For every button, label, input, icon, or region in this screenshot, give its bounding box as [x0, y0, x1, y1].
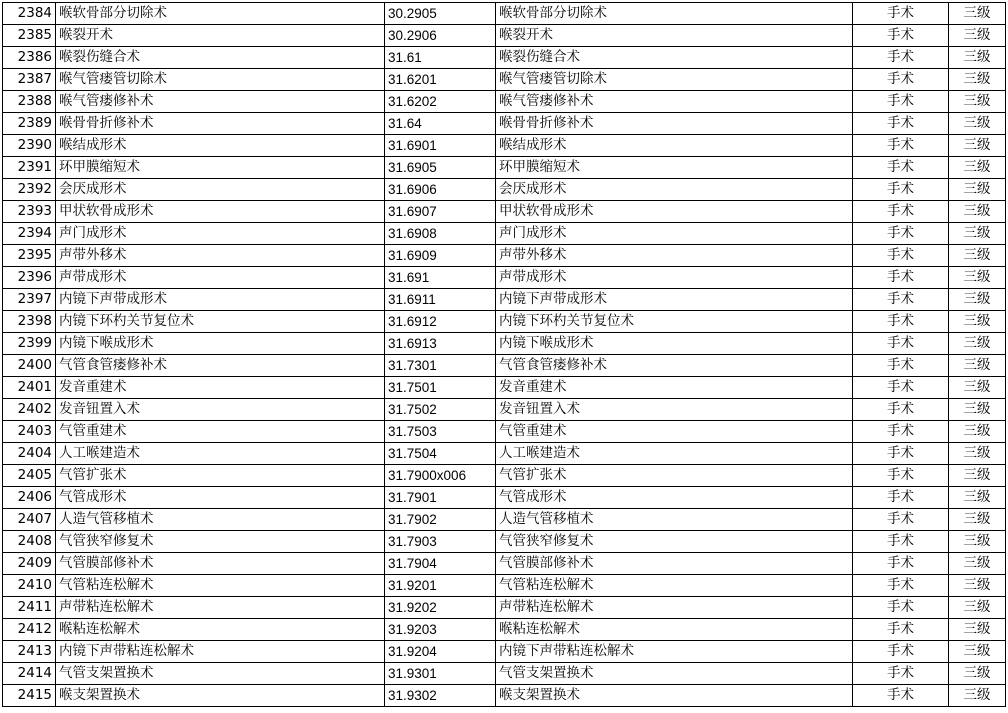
procedure-code-cell[interactable]: 31.7501: [385, 377, 496, 399]
procedure-code-cell[interactable]: 31.6202: [385, 91, 496, 113]
procedure-code-cell[interactable]: 31.9203: [385, 619, 496, 641]
procedure-name-cell[interactable]: 气管支架置换术: [56, 663, 385, 685]
procedure-type-cell[interactable]: 手术: [853, 135, 949, 157]
row-number-cell[interactable]: 2392: [3, 179, 56, 201]
procedure-code-cell[interactable]: 31.6913: [385, 333, 496, 355]
table-row: [3, 465, 1006, 487]
row-number-cell[interactable]: 2397: [3, 289, 56, 311]
procedure-level-cell[interactable]: 三级: [949, 663, 1006, 685]
procedure-type-cell[interactable]: 手术: [853, 91, 949, 113]
procedure-code-cell[interactable]: 31.7901: [385, 487, 496, 509]
procedure-level-cell[interactable]: 三级: [949, 377, 1006, 399]
procedure-type-cell[interactable]: 手术: [853, 267, 949, 289]
procedure-name-alt-cell[interactable]: 喉支架置换术: [496, 685, 853, 707]
procedure-type-cell[interactable]: 手术: [853, 69, 949, 91]
procedure-type-cell[interactable]: 手术: [853, 201, 949, 223]
procedure-level-cell[interactable]: 三级: [949, 509, 1006, 531]
procedure-name-alt-cell[interactable]: 人工喉建造术: [496, 443, 853, 465]
procedure-name-alt-cell[interactable]: 气管扩张术: [496, 465, 853, 487]
procedure-name-cell[interactable]: 人工喉建造术: [56, 443, 385, 465]
procedure-name-cell[interactable]: 气管膜部修补术: [56, 553, 385, 575]
procedure-code-cell[interactable]: 31.64: [385, 113, 496, 135]
row-number-cell[interactable]: 2384: [3, 3, 56, 25]
procedure-name-cell[interactable]: 气管食管瘘修补术: [56, 355, 385, 377]
row-number-cell[interactable]: 2405: [3, 465, 56, 487]
procedure-type-cell[interactable]: 手术: [853, 47, 949, 69]
procedure-level-cell[interactable]: 三级: [949, 267, 1006, 289]
procedure-type-cell[interactable]: 手术: [853, 3, 949, 25]
procedure-type-cell[interactable]: 手术: [853, 619, 949, 641]
procedure-name-cell[interactable]: 声带粘连松解术: [56, 597, 385, 619]
table-row: [3, 399, 1006, 421]
procedure-type-cell[interactable]: 手术: [853, 487, 949, 509]
row-number-cell[interactable]: 2393: [3, 201, 56, 223]
procedure-name-alt-cell[interactable]: 发音钮置入术: [496, 399, 853, 421]
row-number-cell[interactable]: 2386: [3, 47, 56, 69]
row-number-cell[interactable]: 2408: [3, 531, 56, 553]
procedure-name-cell[interactable]: 喉软骨部分切除术: [56, 3, 385, 25]
procedure-level-cell[interactable]: 三级: [949, 157, 1006, 179]
row-number-cell[interactable]: 2396: [3, 267, 56, 289]
procedure-name-cell[interactable]: 环甲膜缩短术: [56, 157, 385, 179]
table-row: [3, 3, 1006, 25]
table-row: [3, 553, 1006, 575]
row-number-cell[interactable]: 2390: [3, 135, 56, 157]
table-row: [3, 311, 1006, 333]
procedure-level-cell[interactable]: 三级: [949, 641, 1006, 663]
procedure-type-cell[interactable]: 手术: [853, 333, 949, 355]
procedure-level-cell[interactable]: 三级: [949, 69, 1006, 91]
procedure-name-alt-cell[interactable]: 人造气管移植术: [496, 509, 853, 531]
procedure-code-cell[interactable]: 31.6912: [385, 311, 496, 333]
procedure-name-cell[interactable]: 发音钮置入术: [56, 399, 385, 421]
procedure-type-cell[interactable]: 手术: [853, 245, 949, 267]
procedure-name-alt-cell[interactable]: 喉裂开术: [496, 25, 853, 47]
row-number-cell[interactable]: 2404: [3, 443, 56, 465]
row-number-cell[interactable]: 2412: [3, 619, 56, 641]
row-number-cell[interactable]: 2387: [3, 69, 56, 91]
row-number-cell[interactable]: 2411: [3, 597, 56, 619]
procedure-name-alt-cell[interactable]: 气管食管瘘修补术: [496, 355, 853, 377]
procedure-code-cell[interactable]: 31.6906: [385, 179, 496, 201]
procedure-type-cell[interactable]: 手术: [853, 421, 949, 443]
procedure-name-alt-cell[interactable]: 喉气管瘘修补术: [496, 91, 853, 113]
procedure-name-alt-cell[interactable]: 声带粘连松解术: [496, 597, 853, 619]
procedure-name-cell[interactable]: 内镜下声带成形术: [56, 289, 385, 311]
procedure-name-alt-cell[interactable]: 发音重建术: [496, 377, 853, 399]
procedure-level-cell[interactable]: 三级: [949, 575, 1006, 597]
procedure-type-cell[interactable]: 手术: [853, 311, 949, 333]
procedure-type-cell[interactable]: 手术: [853, 597, 949, 619]
procedure-name-alt-cell[interactable]: 声门成形术: [496, 223, 853, 245]
procedure-level-cell[interactable]: 三级: [949, 597, 1006, 619]
procedure-name-cell[interactable]: 发音重建术: [56, 377, 385, 399]
row-number-cell[interactable]: 2407: [3, 509, 56, 531]
table-row: [3, 333, 1006, 355]
table-row: [3, 179, 1006, 201]
procedure-name-alt-cell[interactable]: 气管狭窄修复术: [496, 531, 853, 553]
procedure-name-alt-cell[interactable]: 喉软骨部分切除术: [496, 3, 853, 25]
procedure-code-cell[interactable]: 31.7903: [385, 531, 496, 553]
table-row: [3, 113, 1006, 135]
procedure-type-cell[interactable]: 手术: [853, 553, 949, 575]
procedure-type-cell[interactable]: 手术: [853, 575, 949, 597]
row-number-cell[interactable]: 2415: [3, 685, 56, 707]
row-number-cell[interactable]: 2395: [3, 245, 56, 267]
procedure-code-cell[interactable]: 31.7503: [385, 421, 496, 443]
procedure-name-cell[interactable]: 声带外移术: [56, 245, 385, 267]
procedure-code-cell[interactable]: 31.7301: [385, 355, 496, 377]
procedure-name-cell[interactable]: 气管狭窄修复术: [56, 531, 385, 553]
row-number-cell[interactable]: 2398: [3, 311, 56, 333]
procedure-type-cell[interactable]: 手术: [853, 25, 949, 47]
procedure-name-cell[interactable]: 喉支架置换术: [56, 685, 385, 707]
procedure-type-cell[interactable]: 手术: [853, 685, 949, 707]
procedure-level-cell[interactable]: 三级: [949, 289, 1006, 311]
procedure-name-alt-cell[interactable]: 甲状软骨成形术: [496, 201, 853, 223]
procedure-code-cell[interactable]: 31.9202: [385, 597, 496, 619]
procedure-name-cell[interactable]: 喉裂开术: [56, 25, 385, 47]
procedure-name-alt-cell[interactable]: 气管膜部修补术: [496, 553, 853, 575]
table-row: [3, 91, 1006, 113]
procedure-name-cell[interactable]: 气管成形术: [56, 487, 385, 509]
procedure-name-cell[interactable]: 气管扩张术: [56, 465, 385, 487]
procedure-name-cell[interactable]: 内镜下声带粘连松解术: [56, 641, 385, 663]
procedure-name-alt-cell[interactable]: 内镜下喉成形术: [496, 333, 853, 355]
procedure-code-cell[interactable]: 31.61: [385, 47, 496, 69]
procedure-level-cell[interactable]: 三级: [949, 311, 1006, 333]
table-row: [3, 47, 1006, 69]
table-row: [3, 135, 1006, 157]
procedure-name-cell[interactable]: 声门成形术: [56, 223, 385, 245]
procedure-code-cell[interactable]: 31.7504: [385, 443, 496, 465]
table-row: [3, 531, 1006, 553]
procedure-code-cell[interactable]: 30.2906: [385, 25, 496, 47]
procedure-level-cell[interactable]: 三级: [949, 553, 1006, 575]
table-row: [3, 641, 1006, 663]
procedure-level-cell[interactable]: 三级: [949, 47, 1006, 69]
table-row: [3, 157, 1006, 179]
procedure-level-cell[interactable]: 三级: [949, 619, 1006, 641]
procedure-level-cell[interactable]: 三级: [949, 179, 1006, 201]
table-row: [3, 223, 1006, 245]
procedure-type-cell[interactable]: 手术: [853, 531, 949, 553]
procedure-code-cell[interactable]: 31.6909: [385, 245, 496, 267]
procedure-name-cell[interactable]: 内镜下环杓关节复位术: [56, 311, 385, 333]
procedure-name-cell[interactable]: 气管重建术: [56, 421, 385, 443]
procedure-name-alt-cell[interactable]: 喉气管瘘管切除术: [496, 69, 853, 91]
procedure-type-cell[interactable]: 手术: [853, 399, 949, 421]
procedure-name-alt-cell[interactable]: 内镜下声带成形术: [496, 289, 853, 311]
procedure-code-cell[interactable]: 31.6201: [385, 69, 496, 91]
procedure-name-alt-cell[interactable]: 气管重建术: [496, 421, 853, 443]
table-row: [3, 355, 1006, 377]
procedure-code-cell[interactable]: 31.7502: [385, 399, 496, 421]
procedure-type-cell[interactable]: 手术: [853, 443, 949, 465]
row-number-cell[interactable]: 2410: [3, 575, 56, 597]
procedure-name-alt-cell[interactable]: 环甲膜缩短术: [496, 157, 853, 179]
procedure-name-cell[interactable]: 喉气管瘘修补术: [56, 91, 385, 113]
procedure-name-alt-cell[interactable]: 喉骨骨折修补术: [496, 113, 853, 135]
procedure-level-cell[interactable]: 三级: [949, 685, 1006, 707]
procedure-code-cell[interactable]: 31.6905: [385, 157, 496, 179]
procedure-name-alt-cell[interactable]: 内镜下声带粘连松解术: [496, 641, 853, 663]
table-row: [3, 685, 1006, 707]
procedure-name-cell[interactable]: 喉结成形术: [56, 135, 385, 157]
procedure-level-cell[interactable]: 三级: [949, 91, 1006, 113]
procedure-code-cell[interactable]: 31.9301: [385, 663, 496, 685]
procedure-table: [2, 2, 1006, 707]
table-row: [3, 619, 1006, 641]
table-body: [3, 3, 1006, 707]
procedure-level-cell[interactable]: 三级: [949, 355, 1006, 377]
procedure-level-cell[interactable]: 三级: [949, 421, 1006, 443]
table-row: [3, 663, 1006, 685]
row-number-cell[interactable]: 2401: [3, 377, 56, 399]
procedure-level-cell[interactable]: 三级: [949, 3, 1006, 25]
procedure-name-alt-cell[interactable]: 气管支架置换术: [496, 663, 853, 685]
table-row: [3, 443, 1006, 465]
row-number-cell[interactable]: 2389: [3, 113, 56, 135]
table-row: [3, 267, 1006, 289]
row-number-cell[interactable]: 2394: [3, 223, 56, 245]
procedure-code-cell[interactable]: 31.9204: [385, 641, 496, 663]
procedure-name-cell[interactable]: 声带成形术: [56, 267, 385, 289]
procedure-type-cell[interactable]: 手术: [853, 179, 949, 201]
procedure-name-alt-cell[interactable]: 内镜下环杓关节复位术: [496, 311, 853, 333]
procedure-level-cell[interactable]: 三级: [949, 333, 1006, 355]
table-row: [3, 509, 1006, 531]
row-number-cell[interactable]: 2402: [3, 399, 56, 421]
procedure-type-cell[interactable]: 手术: [853, 663, 949, 685]
row-number-cell[interactable]: 2385: [3, 25, 56, 47]
procedure-code-cell[interactable]: 31.6901: [385, 135, 496, 157]
procedure-level-cell[interactable]: 三级: [949, 245, 1006, 267]
procedure-type-cell[interactable]: 手术: [853, 465, 949, 487]
procedure-level-cell[interactable]: 三级: [949, 399, 1006, 421]
procedure-code-cell[interactable]: 30.2905: [385, 3, 496, 25]
table-row: [3, 289, 1006, 311]
table-row: [3, 575, 1006, 597]
procedure-type-cell[interactable]: 手术: [853, 289, 949, 311]
procedure-type-cell[interactable]: 手术: [853, 223, 949, 245]
procedure-code-cell[interactable]: 31.7900x006: [385, 465, 496, 487]
procedure-type-cell[interactable]: 手术: [853, 355, 949, 377]
procedure-level-cell[interactable]: 三级: [949, 135, 1006, 157]
procedure-level-cell[interactable]: 三级: [949, 113, 1006, 135]
table-row: [3, 69, 1006, 91]
procedure-level-cell[interactable]: 三级: [949, 25, 1006, 47]
procedure-name-alt-cell[interactable]: 喉粘连松解术: [496, 619, 853, 641]
procedure-code-cell[interactable]: 31.6911: [385, 289, 496, 311]
table-row: [3, 597, 1006, 619]
procedure-level-cell[interactable]: 三级: [949, 443, 1006, 465]
procedure-name-alt-cell[interactable]: 会厌成形术: [496, 179, 853, 201]
row-number-cell[interactable]: 2391: [3, 157, 56, 179]
procedure-code-cell[interactable]: 31.7904: [385, 553, 496, 575]
procedure-level-cell[interactable]: 三级: [949, 487, 1006, 509]
procedure-name-cell[interactable]: 会厌成形术: [56, 179, 385, 201]
row-number-cell[interactable]: 2400: [3, 355, 56, 377]
row-number-cell[interactable]: 2403: [3, 421, 56, 443]
row-number-cell[interactable]: 2399: [3, 333, 56, 355]
row-number-cell[interactable]: 2413: [3, 641, 56, 663]
table-row: [3, 25, 1006, 47]
table-row: [3, 377, 1006, 399]
procedure-name-cell[interactable]: 甲状软骨成形术: [56, 201, 385, 223]
procedure-name-cell[interactable]: 喉骨骨折修补术: [56, 113, 385, 135]
procedure-level-cell[interactable]: 三级: [949, 465, 1006, 487]
procedure-name-alt-cell[interactable]: 喉裂伤缝合术: [496, 47, 853, 69]
procedure-type-cell[interactable]: 手术: [853, 113, 949, 135]
procedure-name-alt-cell[interactable]: 声带成形术: [496, 267, 853, 289]
row-number-cell[interactable]: 2406: [3, 487, 56, 509]
table-row: [3, 201, 1006, 223]
procedure-name-cell[interactable]: 喉粘连松解术: [56, 619, 385, 641]
table-row: [3, 421, 1006, 443]
row-number-cell[interactable]: 2414: [3, 663, 56, 685]
procedure-name-cell[interactable]: 内镜下喉成形术: [56, 333, 385, 355]
procedure-code-cell[interactable]: 31.7902: [385, 509, 496, 531]
table-row: [3, 245, 1006, 267]
procedure-code-cell[interactable]: 31.9302: [385, 685, 496, 707]
procedure-type-cell[interactable]: 手术: [853, 509, 949, 531]
procedure-name-alt-cell[interactable]: 气管粘连松解术: [496, 575, 853, 597]
row-number-cell[interactable]: 2409: [3, 553, 56, 575]
row-number-cell[interactable]: 2388: [3, 91, 56, 113]
procedure-name-cell[interactable]: 气管粘连松解术: [56, 575, 385, 597]
procedure-type-cell[interactable]: 手术: [853, 157, 949, 179]
procedure-level-cell[interactable]: 三级: [949, 201, 1006, 223]
procedure-code-cell[interactable]: 31.6907: [385, 201, 496, 223]
procedure-level-cell[interactable]: 三级: [949, 531, 1006, 553]
table-row: [3, 487, 1006, 509]
procedure-code-cell[interactable]: 31.6908: [385, 223, 496, 245]
procedure-type-cell[interactable]: 手术: [853, 641, 949, 663]
procedure-name-cell[interactable]: 喉裂伤缝合术: [56, 47, 385, 69]
procedure-name-alt-cell[interactable]: 声带外移术: [496, 245, 853, 267]
procedure-name-alt-cell[interactable]: 气管成形术: [496, 487, 853, 509]
procedure-level-cell[interactable]: 三级: [949, 223, 1006, 245]
procedure-name-alt-cell[interactable]: 喉结成形术: [496, 135, 853, 157]
procedure-code-cell[interactable]: 31.691: [385, 267, 496, 289]
procedure-name-cell[interactable]: 人造气管移植术: [56, 509, 385, 531]
procedure-code-cell[interactable]: 31.9201: [385, 575, 496, 597]
procedure-name-cell[interactable]: 喉气管瘘管切除术: [56, 69, 385, 91]
procedure-type-cell[interactable]: 手术: [853, 377, 949, 399]
